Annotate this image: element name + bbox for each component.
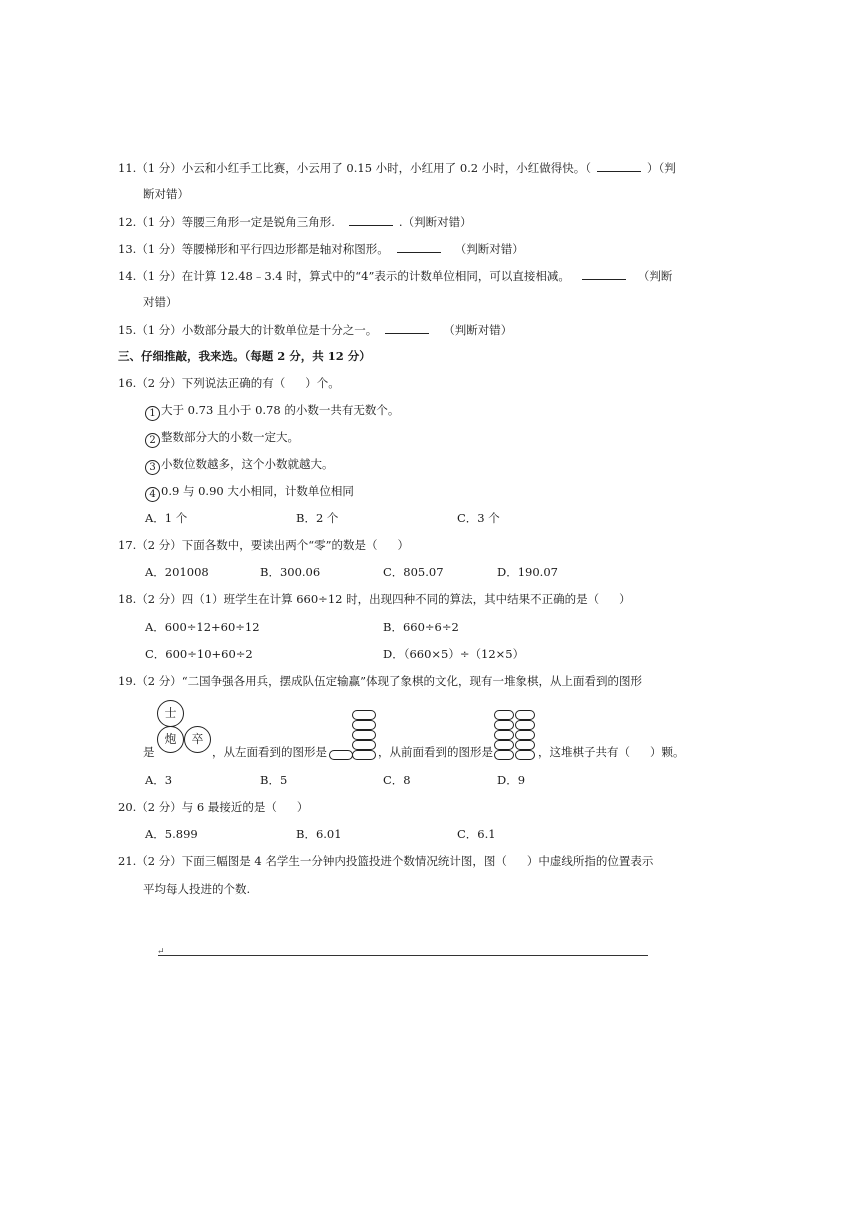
stack-piece-icon	[515, 720, 535, 730]
answer-blank[interactable]	[582, 267, 626, 280]
q11-line2: 断对错）	[143, 187, 189, 201]
q16-item-3: 3 小数位数越多，这个小数就越大。	[145, 456, 334, 475]
stack-piece-icon	[352, 710, 376, 720]
stack-piece-icon	[329, 750, 353, 760]
q12: 12.（1 分）等腰三角形一定是锐角三角形. .（判断对错）	[118, 215, 472, 229]
stack-piece-icon	[494, 710, 514, 720]
answer-blank[interactable]	[385, 321, 429, 334]
q14-line1: 14.（1 分）在计算 12.48﹣3.4 时，算式中的“4”表示的计数单位相同，可以直接相减。 （判断	[118, 269, 673, 283]
stack-piece-icon	[352, 740, 376, 750]
return-mark: ↵	[157, 947, 165, 957]
q17-option-a[interactable]: A．201008	[145, 565, 209, 579]
q16-option-c[interactable]: C．3 个	[457, 511, 500, 525]
stack-piece-icon	[352, 720, 376, 730]
chess-piece-pao-icon: 炮	[157, 726, 184, 753]
q18-option-c[interactable]: C．600÷10+60÷2	[145, 647, 253, 661]
q11-line1: 11.（1 分）小云和小红手工比赛，小云用了 0.15 小时，小红用了 0.2 小时，小红做得快。（ ）（判	[118, 161, 676, 175]
page-divider	[158, 955, 648, 956]
answer-blank[interactable]	[349, 213, 393, 226]
q17-option-b[interactable]: B．300.06	[260, 565, 321, 579]
q19-line2-a: 是	[143, 745, 155, 759]
q20-stem: 20.（2 分）与 6 最接近的是（ ）	[118, 800, 309, 814]
q16-option-a[interactable]: A．1 个	[145, 511, 188, 525]
section-heading: 三、仔细推敲，我来选。（每题 2 分，共 12 分）	[118, 349, 371, 363]
q19-line2-c: ，从前面看到的图形是	[378, 745, 493, 759]
q19-line2-tail: ，这堆棋子共有（ ）颗。	[538, 745, 685, 759]
q21-line2: 平均每人投进的个数.	[143, 882, 251, 896]
q14-line2: 对错）	[143, 295, 178, 309]
q19-line2-b: ，从左面看到的图形是	[212, 745, 327, 759]
stack-piece-icon	[515, 740, 535, 750]
q18-option-d[interactable]: D．（660×5）÷（12×5）	[383, 647, 525, 661]
q20-option-a[interactable]: A．5.899	[145, 827, 198, 841]
q19-stem: 19.（2 分）“二国争强各用兵，摆成队伍定输赢”体现了象棋的文化，现有一堆象棋，从上面看到的图形	[118, 674, 643, 688]
q20-option-b[interactable]: B．6.01	[296, 827, 342, 841]
q17-option-d[interactable]: D．190.07	[497, 565, 558, 579]
stack-piece-icon	[494, 720, 514, 730]
stack-piece-icon	[494, 730, 514, 740]
stack-piece-icon	[352, 750, 376, 760]
q18-stem: 18.（2 分）四（1）班学生在计算 660÷12 时，出现四种不同的算法，其中结果不正确的是（ ）	[118, 592, 631, 606]
chess-piece-shi-icon: 士	[157, 700, 184, 727]
stack-piece-icon	[494, 740, 514, 750]
q16-item-4: 4 0.9 与 0.90 大小相同，计数单位相同	[145, 483, 354, 502]
q16-stem: 16.（2 分）下列说法正确的有（ ）个。	[118, 376, 340, 390]
q19-option-a[interactable]: A．3	[145, 773, 173, 787]
q15: 15.（1 分）小数部分最大的计数单位是十分之一。 （判断对错）	[118, 323, 513, 337]
q17-option-c[interactable]: C．805.07	[383, 565, 444, 579]
q16-item-2: 2 整数部分大的小数一定大。	[145, 429, 299, 448]
q20-option-c[interactable]: C．6.1	[457, 827, 496, 841]
answer-blank[interactable]	[597, 159, 641, 172]
q21-line1: 21.（2 分）下面三幅图是 4 名学生一分钟内投篮投进个数情况统计图，图（ ）中虚线所指的位置表示	[118, 854, 654, 868]
q19-option-b[interactable]: B．5	[260, 773, 288, 787]
q19-option-d[interactable]: D．9	[497, 773, 526, 787]
stack-piece-icon	[515, 730, 535, 740]
q16-item-1: 1 大于 0.73 且小于 0.78 的小数一共有无数个。	[145, 402, 399, 421]
chess-piece-zu-icon: 卒	[184, 726, 211, 753]
q16-option-b[interactable]: B．2 个	[296, 511, 339, 525]
q18-option-b[interactable]: B．660÷6÷2	[383, 620, 459, 634]
q13: 13.（1 分）等腰梯形和平行四边形都是轴对称图形。 （判断对错）	[118, 242, 524, 256]
stack-piece-icon	[352, 730, 376, 740]
q19-option-c[interactable]: C．8	[383, 773, 411, 787]
stack-piece-icon	[515, 750, 535, 760]
q17-stem: 17.（2 分）下面各数中，要读出两个“零”的数是（ ）	[118, 538, 410, 552]
stack-piece-icon	[515, 710, 535, 720]
stack-piece-icon	[494, 750, 514, 760]
answer-blank[interactable]	[397, 240, 441, 253]
q18-option-a[interactable]: A．600÷12+60÷12	[145, 620, 260, 634]
